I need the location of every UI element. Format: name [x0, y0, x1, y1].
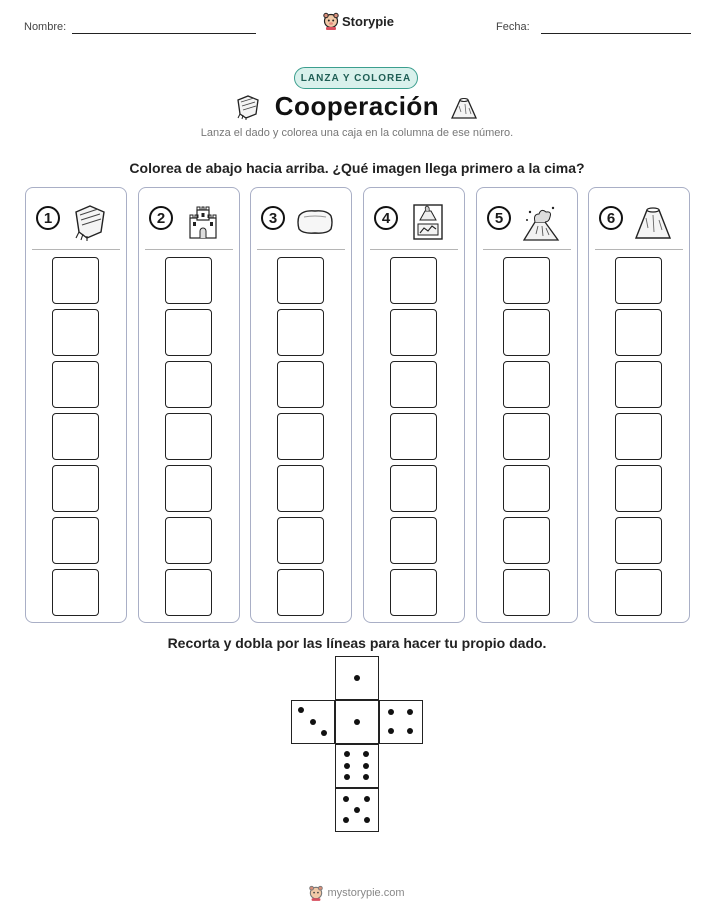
die-pip	[354, 719, 360, 725]
color-box[interactable]	[165, 517, 212, 564]
roll-column-5	[476, 187, 578, 623]
column-divider	[483, 249, 571, 250]
column-header	[364, 202, 464, 242]
roll-column-4	[363, 187, 465, 623]
color-box[interactable]	[52, 361, 99, 408]
column-number: 2	[149, 206, 173, 230]
color-box[interactable]	[615, 361, 662, 408]
color-box[interactable]	[615, 569, 662, 616]
color-box[interactable]	[503, 413, 550, 460]
page-subtitle: Lanza el dado y colorea una caja en la columna de ese número.	[200, 127, 514, 139]
column-divider	[257, 249, 345, 250]
color-box[interactable]	[503, 569, 550, 616]
die-face-1	[335, 656, 379, 700]
color-box[interactable]	[390, 465, 437, 512]
die-pip	[343, 796, 349, 802]
color-box[interactable]	[503, 257, 550, 304]
color-box[interactable]	[390, 257, 437, 304]
column-number: 6	[599, 206, 623, 230]
die-pip	[363, 774, 369, 780]
die-pip	[388, 709, 394, 715]
column-number: 1	[36, 206, 60, 230]
color-box[interactable]	[615, 257, 662, 304]
color-box[interactable]	[52, 309, 99, 356]
die-pip	[354, 675, 360, 681]
color-box[interactable]	[615, 309, 662, 356]
die-pip	[344, 751, 350, 757]
activity-badge: LANZA Y COLOREA	[294, 67, 418, 89]
die-face-4	[379, 700, 423, 744]
color-box[interactable]	[165, 309, 212, 356]
die-pip	[407, 728, 413, 734]
column-number: 4	[374, 206, 398, 230]
die-pip	[344, 774, 350, 780]
color-box[interactable]	[165, 413, 212, 460]
color-box[interactable]	[277, 413, 324, 460]
erupting-volcano-icon	[521, 202, 561, 242]
die-pip	[363, 763, 369, 769]
storypie-mascot-icon	[309, 885, 323, 901]
die-pip	[298, 707, 304, 713]
volcano-icon	[633, 202, 673, 242]
column-divider	[595, 249, 683, 250]
color-box[interactable]	[615, 517, 662, 564]
column-header	[26, 202, 126, 242]
color-box[interactable]	[390, 517, 437, 564]
color-box[interactable]	[503, 361, 550, 408]
page-title: Cooperación	[274, 91, 440, 121]
color-box[interactable]	[277, 517, 324, 564]
date-label: Fecha:	[496, 21, 530, 33]
color-box[interactable]	[390, 569, 437, 616]
color-box[interactable]	[165, 257, 212, 304]
die-pip	[343, 817, 349, 823]
instruction-bottom: Recorta y dobla por las líneas para hacer tu propio dado.	[167, 635, 547, 651]
roll-column-3	[250, 187, 352, 623]
die-pip	[407, 709, 413, 715]
color-box[interactable]	[52, 517, 99, 564]
die-pip	[344, 763, 350, 769]
die-face-1-center	[335, 700, 379, 744]
die-face-5	[335, 788, 379, 832]
column-divider	[32, 249, 120, 250]
die-pip	[310, 719, 316, 725]
die-pip	[363, 751, 369, 757]
footer-website: mystorypie.com	[327, 887, 405, 899]
color-box[interactable]	[52, 569, 99, 616]
volcano-report-icon	[408, 202, 448, 242]
die-pip	[354, 807, 360, 813]
column-divider	[145, 249, 233, 250]
castle-icon	[183, 202, 223, 242]
color-box[interactable]	[277, 465, 324, 512]
die-pip	[364, 796, 370, 802]
color-box[interactable]	[615, 413, 662, 460]
color-box[interactable]	[277, 569, 324, 616]
roll-column-1	[25, 187, 127, 623]
color-box[interactable]	[277, 361, 324, 408]
instruction-top: Colorea de abajo hacia arriba. ¿Qué imagen llega primero a la cima?	[129, 160, 585, 176]
name-label: Nombre:	[24, 21, 67, 33]
pillow-icon	[295, 202, 335, 242]
roll-column-6	[588, 187, 690, 623]
brand-name: Storypie	[342, 13, 395, 29]
die-pip	[321, 730, 327, 736]
footer	[0, 885, 714, 901]
die-face-6	[335, 744, 379, 788]
color-box[interactable]	[277, 309, 324, 356]
color-box[interactable]	[390, 413, 437, 460]
color-box[interactable]	[390, 309, 437, 356]
name-line[interactable]	[72, 33, 256, 34]
color-box[interactable]	[615, 465, 662, 512]
color-box[interactable]	[503, 517, 550, 564]
color-box[interactable]	[165, 569, 212, 616]
color-box[interactable]	[52, 257, 99, 304]
column-number: 5	[487, 206, 511, 230]
die-pip	[364, 817, 370, 823]
column-header	[477, 202, 577, 242]
color-box[interactable]	[165, 465, 212, 512]
column-number: 3	[261, 206, 285, 230]
color-box[interactable]	[277, 257, 324, 304]
color-box[interactable]	[165, 361, 212, 408]
die-pip	[388, 728, 394, 734]
volcano-icon	[450, 94, 478, 120]
storypie-mascot-icon	[323, 12, 339, 30]
date-line[interactable]	[541, 33, 691, 34]
column-header	[251, 202, 351, 242]
column-divider	[370, 249, 458, 250]
die-face-3	[291, 700, 335, 744]
column-header	[139, 202, 239, 242]
column-header	[589, 202, 689, 242]
color-box[interactable]	[52, 413, 99, 460]
color-box[interactable]	[52, 465, 99, 512]
scarf-icon	[70, 202, 110, 242]
roll-column-2	[138, 187, 240, 623]
brand-logo	[323, 12, 394, 30]
color-box[interactable]	[503, 309, 550, 356]
color-box[interactable]	[503, 465, 550, 512]
color-box[interactable]	[390, 361, 437, 408]
